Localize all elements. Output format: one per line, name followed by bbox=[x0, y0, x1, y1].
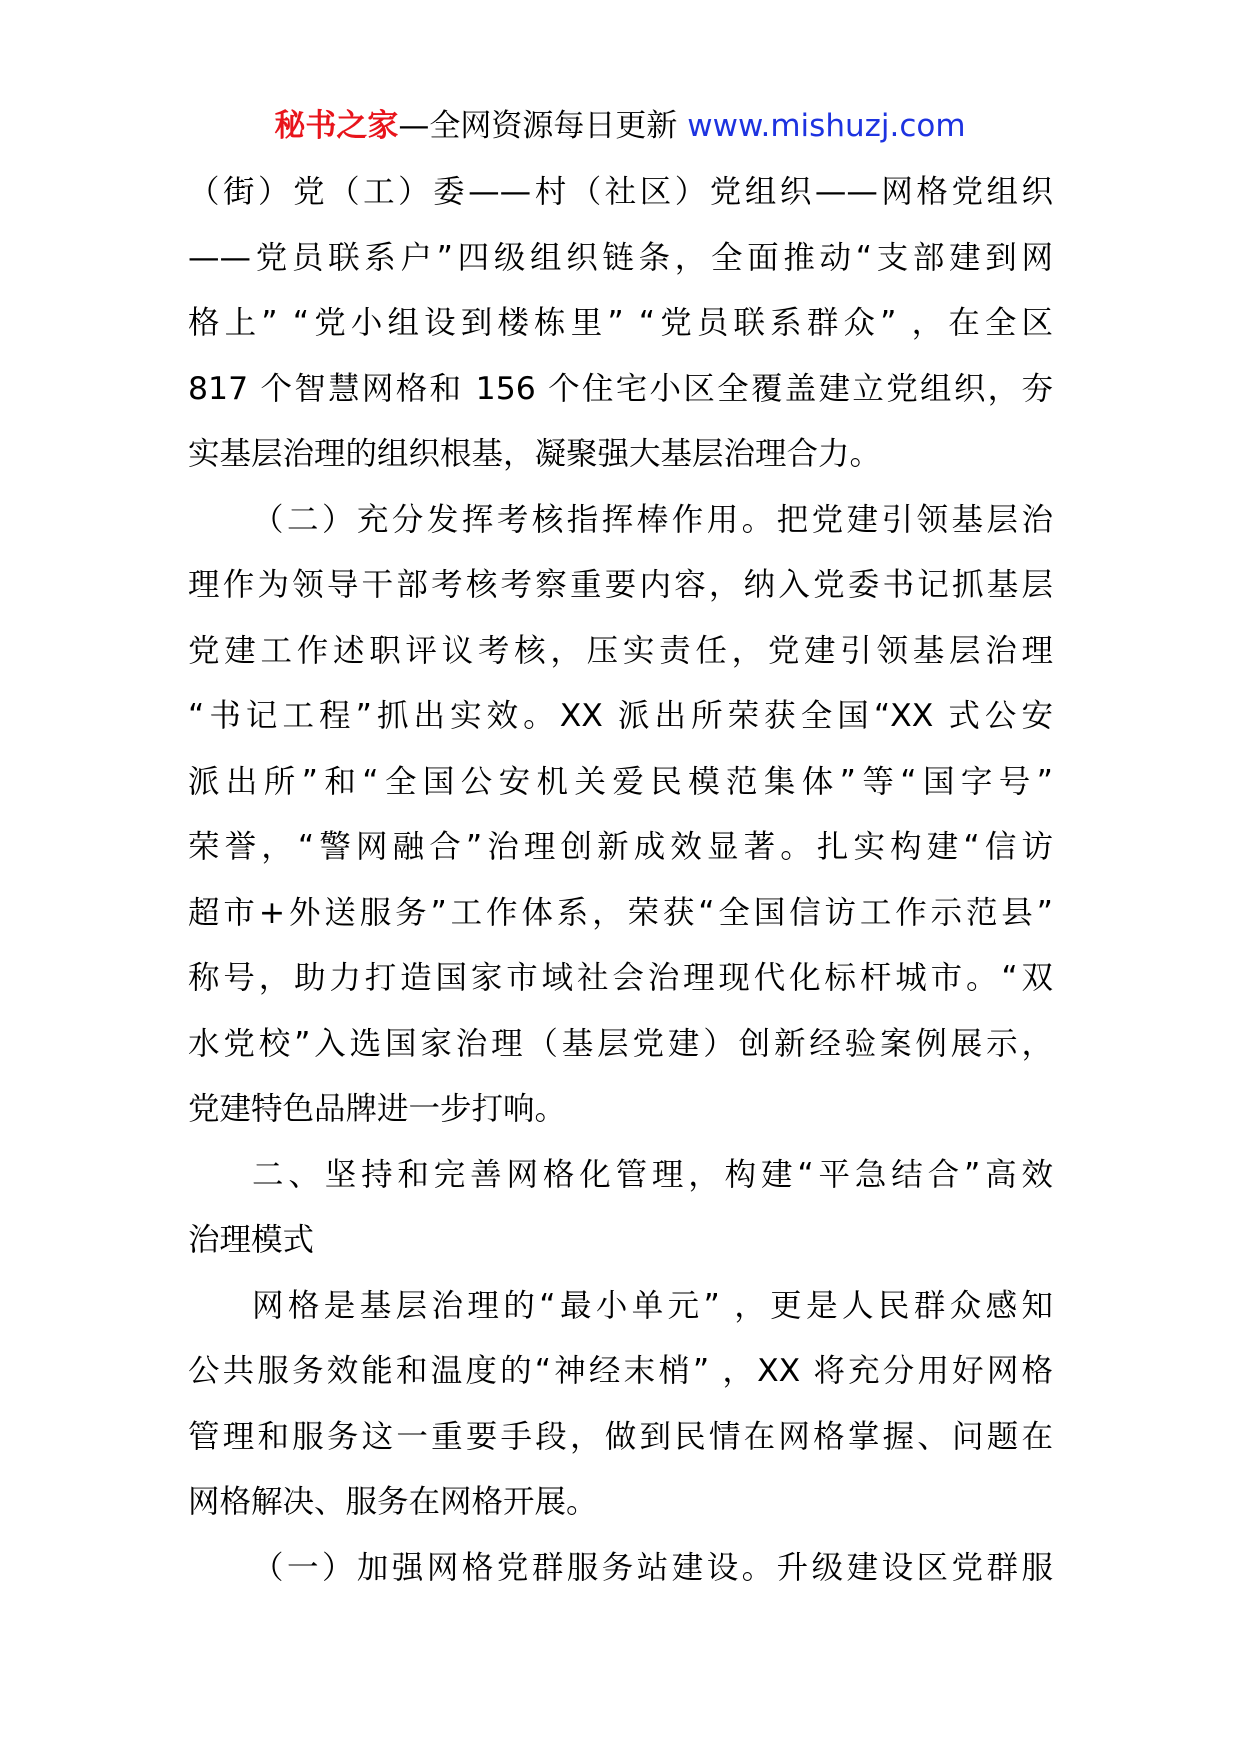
text-line: （一）加强网格党群服务站建设。升级建设区党群服 bbox=[252, 1549, 1053, 1586]
text-line: 二、坚持和完善网格化管理，构建“平急结合”高效 bbox=[252, 1156, 1053, 1193]
text-line: 实基层治理的组织根基，凝聚强大基层治理合力。 bbox=[188, 436, 882, 472]
text-line: 网格解决、服务在网格开展。 bbox=[188, 1484, 598, 1520]
text-line: 党建特色品牌进一步打响。 bbox=[188, 1091, 567, 1127]
text-line: 公共服务效能和温度的“神经末梢” ，XX 将充分用好网格 bbox=[188, 1353, 1053, 1389]
text-line: 理作为领导干部考核考察重要内容，纳入党委书记抓基层 bbox=[188, 567, 1053, 603]
document-body bbox=[188, 160, 1053, 1601]
page-header bbox=[0, 98, 1240, 154]
text-line: （二）充分发挥考核指挥棒作用。把党建引领基层治 bbox=[252, 501, 1053, 538]
text-line: 治理模式 bbox=[188, 1222, 315, 1258]
text-line: 荣誉，“警网融合”治理创新成效显著。扎实构建“信访 bbox=[188, 829, 1053, 865]
text-line: 称号，助力打造国家市域社会治理现代化标杆城市。“双 bbox=[188, 960, 1053, 996]
header-brand: 秘书之家 bbox=[274, 108, 399, 144]
text-line: （街）党（工）委——村（社区）党组织——网格党组织 bbox=[188, 174, 1053, 210]
text-line: 817 个智慧网格和 156 个住宅小区全覆盖建立党组织，夯 bbox=[188, 370, 1053, 407]
header-tagline: —全网资源每日更新 bbox=[398, 108, 688, 144]
text-line: 超市+外送服务”工作体系，荣获“全国信访工作示范县” bbox=[188, 894, 1053, 931]
text-line: “书记工程”抓出实效。XX 派出所荣获全国“XX 式公安 bbox=[188, 698, 1053, 734]
text-line: 管理和服务这一重要手段，做到民情在网格掌握、问题在 bbox=[188, 1418, 1053, 1455]
text-line: 水党校”入选国家治理（基层党建）创新经验案例展示， bbox=[188, 1025, 1053, 1062]
text-line: 党建工作述职评议考核，压实责任，党建引领基层治理 bbox=[188, 632, 1053, 669]
text-line: 格上” “党小组设到楼栋里” “党员联系群众” ，在全区 bbox=[188, 305, 1053, 341]
header-url-link[interactable]: www.mishuzj.com bbox=[687, 108, 966, 144]
text-line: 派出所”和“全国公安机关爱民模范集体”等“国字号” bbox=[188, 763, 1053, 800]
text-line: 网格是基层治理的“最小单元” ，更是人民群众感知 bbox=[252, 1287, 1053, 1324]
text-line: ——党员联系户”四级组织链条，全面推动“支部建到网 bbox=[188, 239, 1053, 276]
